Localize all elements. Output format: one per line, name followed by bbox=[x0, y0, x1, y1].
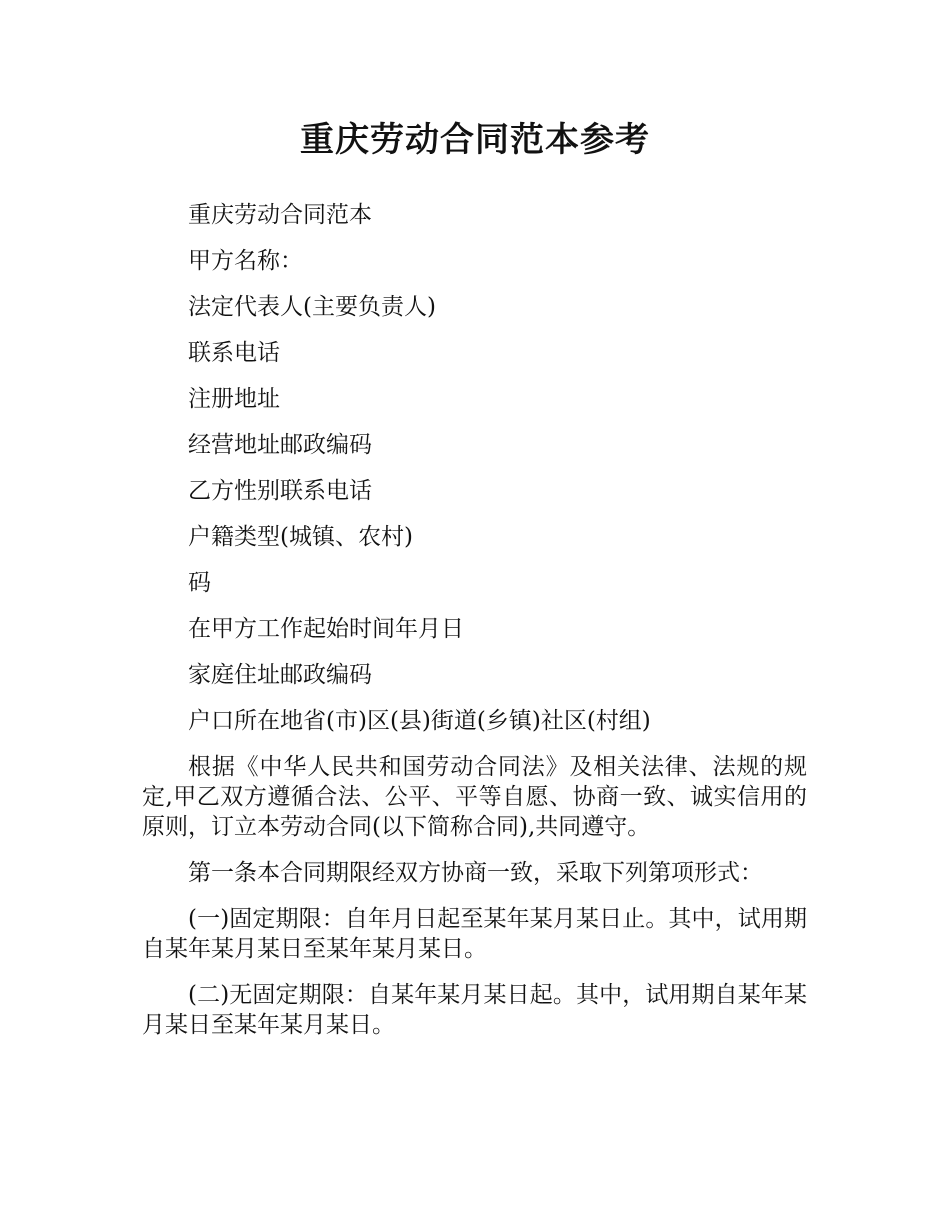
paragraph-contact-phone: 联系电话 bbox=[188, 340, 280, 366]
paragraph-party-b-info: 乙方性别联系电话 bbox=[188, 478, 372, 504]
paragraph-registered-address: 注册地址 bbox=[188, 386, 280, 412]
paragraph-start-date: 在甲方工作起始时间年月日 bbox=[188, 616, 464, 642]
paragraph-home-address: 家庭住址邮政编码 bbox=[188, 662, 372, 688]
paragraph-legal-representative: 法定代表人(主要负责人) bbox=[188, 294, 436, 320]
document-title: 重庆劳动合同范本参考 bbox=[300, 120, 650, 160]
paragraph-open-ended-term: (二)无固定期限：自某年某月某日起。其中，试用期自某年某月某日至某年某月某日。 bbox=[142, 982, 807, 1038]
paragraph-fixed-term: (一)固定期限：自年月日起至某年某月某日止。其中，试用期自某年某月某日至某年某月某日。 bbox=[142, 906, 807, 962]
paragraph-contract-name: 重庆劳动合同范本 bbox=[188, 202, 372, 228]
paragraph-household-type: 户籍类型(城镇、农村) bbox=[188, 524, 413, 550]
document-body bbox=[142, 200, 807, 1056]
paragraph-household-location: 户口所在地省(市)区(县)街道(乡镇)社区(村组) bbox=[188, 708, 651, 734]
paragraph-code: 码 bbox=[188, 570, 211, 596]
paragraph-article-one: 第一条本合同期限经双方协商一致，采取下列第项形式： bbox=[188, 860, 763, 886]
paragraph-business-address: 经营地址邮政编码 bbox=[188, 432, 372, 458]
paragraph-party-a-name: 甲方名称： bbox=[188, 248, 303, 274]
paragraph-preamble: 根据《中华人民共和国劳动合同法》及相关法律、法规的规定,甲乙双方遵循合法、公平、平等自愿、协商一致、诚实信用的原则，订立本劳动合同(以下简称合同),共同遵守。 bbox=[142, 754, 807, 840]
